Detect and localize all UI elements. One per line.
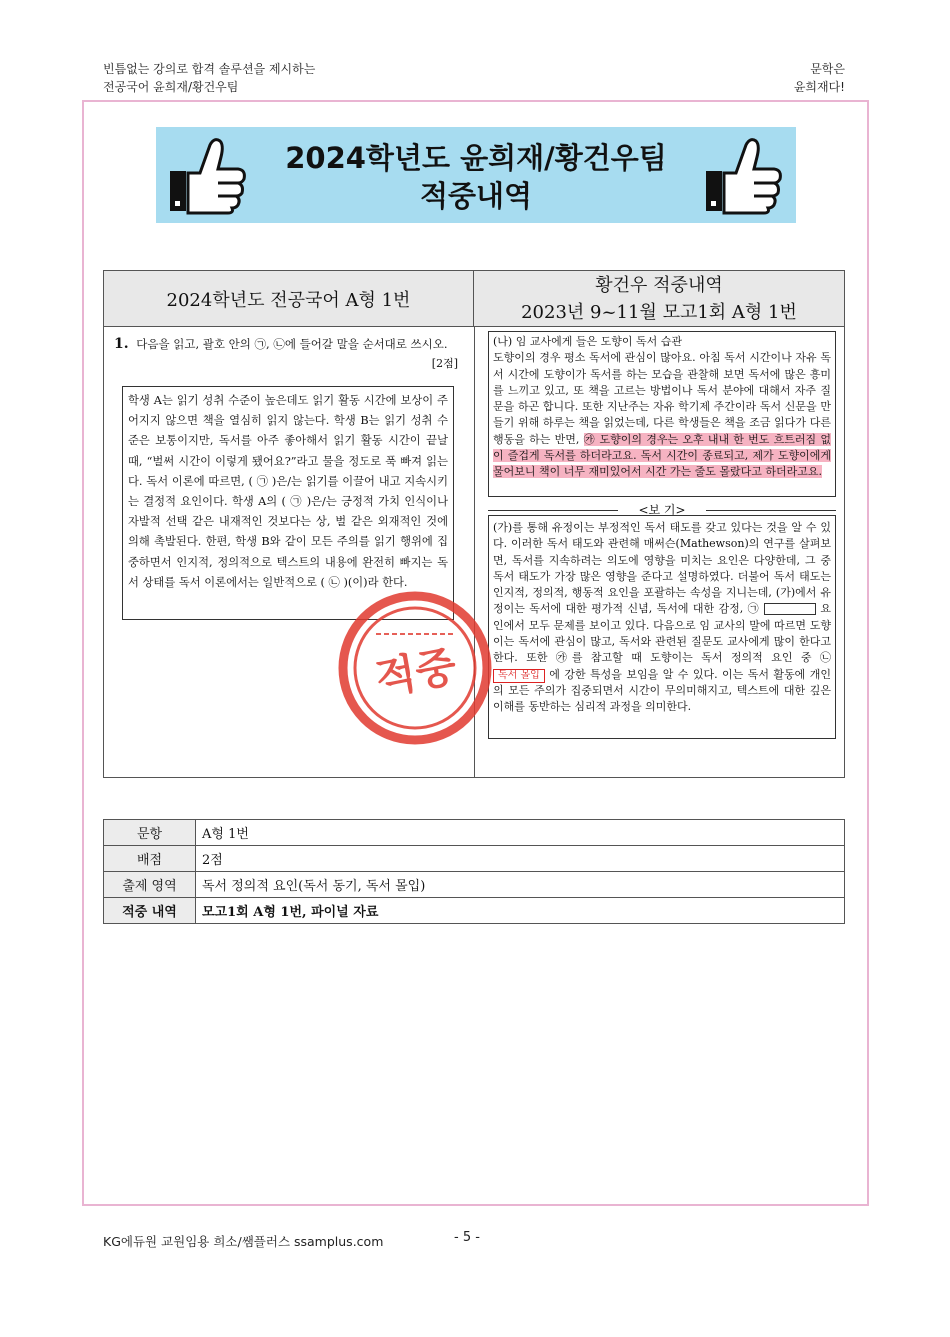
title-banner	[156, 127, 796, 223]
header-team: 전공국어 윤희재/황건우팀	[103, 80, 239, 94]
prediction-column-header	[474, 271, 844, 327]
answer-blank	[764, 603, 816, 615]
info-value: 모고1회 A형 1번, 파이널 자료	[196, 898, 845, 924]
comparison-table	[103, 270, 845, 778]
question-number: 1.	[114, 336, 129, 352]
question-passage-box: 학생 A는 읽기 성취 수준이 높은데도 읽기 활동 시간에 보상이 주어지지 않으면 책을 열심히 읽지 않는다. 학생 B는 읽기 성취 수준은 보통이지만, 독서를 아주 좋아해서 읽기 활동 시간이 끝날 때, “벌써 시간이 이렇게 됐어요?”라고 물을 정도로 푹 빠져 읽는다. 독서 이론에 따르면, ( ㉠ )은/는 읽기를 이끌어 내고 지속시키는 결정적 요인이다. 학생 A의 ( ㉠ )은/는 긍정적 가치 인식이나 자발적 선택 같은 내재적인 것보다는 상, 벌 같은 외재적인 것에 의해 촉발된다. 한편, 학생 B와 같이 모든 주의를 읽기 행위에 집중하면서 인지적, 정의적으로 텍스트의 내용에 완전히 빠지는 독서 상태를 독서 이론에서는 일반적으로 ( ㉡ )(이)라 한다.	[122, 386, 454, 620]
passage-text: 도향이의 경우 평소 독서에 관심이 많아요. 아침 독서 시간이나 자유 독서 시간에 도향이가 독서를 하는 모습을 관찰해 보면 독서에 많은 흥미를 느끼고 있고, 또 책을 고르는 방법이나 독서 분야에 대해서 자주 질문을 하곤 합니다. 또한 지난주는 자유 학기제 주간이라 독서 신문을 만들기 위해 하루는 책을 읽었는데, 다른 학생들은 책을 조금 읽다가 다른 행동을 하는 반면,	[493, 351, 831, 446]
info-label: 적중 내역	[104, 898, 196, 924]
info-label: 문항	[104, 820, 196, 846]
question-prompt-line	[114, 335, 458, 354]
bogi-text-2: 요인에서 모두 문제를 보이고 있다. 다음으로 임 교사의 말에 따르면 도향이는 독서에 관심이 많고, 독서와 관련된 질문도 교사에게 많이 한다고 한다. 또한 ㉮를 참고할 때 도향이는 독서 정의적 요인 중 ㉡	[493, 602, 832, 665]
exam-question	[114, 335, 458, 373]
info-row	[104, 820, 845, 846]
header-right	[794, 60, 845, 96]
footer-publisher: KG에듀원 교원임용 희소/쌤플러스 ssamplus.com	[103, 1234, 384, 1249]
bogi-text-1: (가)를 통해 유정이는 부정적인 독서 태도를 갖고 있다는 것을 알 수 있다. 이러한 독서 태도와 관련해 매써슨(Mathewson)의 연구를 살펴보면, 독서를 지속하려는 의도에 영향을 미치는 요인은 다양한데, 그 중 독서 태도가 가장 많은 영향을 준다고 설명하였다. 더불어 독서 태도는 인지적, 정의적, 행동적 요인을 포괄하는 속성을 지니는데, (가)에서 유정이는 독서에 대한 평가적 신념, 독서에 대한 감정, ㉠	[493, 521, 831, 616]
info-value: 2점	[196, 846, 845, 872]
bogi-box	[488, 515, 836, 739]
bogi-title: <보 기>	[638, 503, 686, 517]
question-points: [2점]	[431, 357, 458, 370]
prediction-passage	[488, 331, 836, 497]
info-value: 독서 정의적 요인(독서 동기, 독서 몰입)	[196, 872, 845, 898]
info-label: 배점	[104, 846, 196, 872]
info-row	[104, 898, 845, 924]
info-table	[103, 819, 845, 924]
header-tagline: 빈틈없는 강의로 합격 솔루션을 제시하는	[103, 62, 316, 76]
banner-title	[156, 139, 796, 215]
header-slogan-1: 문학은	[810, 62, 845, 76]
hit-stamp	[336, 589, 494, 747]
question-prompt: 다음을 읽고, 괄호 안의 ㉠, ㉡에 들어갈 말을 순서대로 쓰시오.	[136, 337, 448, 351]
info-row	[104, 846, 845, 872]
answer-box: 독서 몰입	[493, 669, 545, 683]
page-number: - 5 -	[454, 1230, 480, 1245]
header-slogan-2: 윤희재다!	[793, 80, 845, 94]
bogi-text-3: 에 강한 특성을 보임을 알 수 있다. 이는 독서 활동에 개인의 모든 주의가 집중되면서 시간이 무의미해지고, 텍스트에 대한 깊은 이해를 동반하는 심리적 과정을 의미한다.	[493, 667, 832, 714]
passage-title: (나) 임 교사에게 들은 도향이 독서 습관	[493, 335, 682, 348]
banner-title-line2: 적중내역	[419, 179, 533, 213]
prediction-header-line1: 황건우 적중내역	[595, 275, 723, 296]
info-value: A형 1번	[196, 820, 845, 846]
exam-column-header: 2024학년도 전공국어 A형 1번	[104, 271, 474, 327]
banner-title-line1: 2024학년도 윤희재/황건우팀	[285, 141, 667, 175]
info-label: 출제 영역	[104, 872, 196, 898]
thumbs-up-icon	[702, 133, 784, 215]
info-row	[104, 872, 845, 898]
passage-highlight: ㉮ 도향이의 경우는 오후 내내 한 번도 흐트러짐 없이 즐겁게 독서를 하더라고요. 독서 시간이 종료되고, 제가 도향이에게 물어보니 책이 너무 재미있어서 시간 가는 줄도 몰랐다고 하더라고요.	[493, 432, 831, 479]
header-left	[103, 60, 315, 96]
stamp-text: 적중	[371, 641, 460, 704]
prediction-header-line2: 2023년 9~11월 모고1회 A형 1번	[521, 302, 797, 323]
